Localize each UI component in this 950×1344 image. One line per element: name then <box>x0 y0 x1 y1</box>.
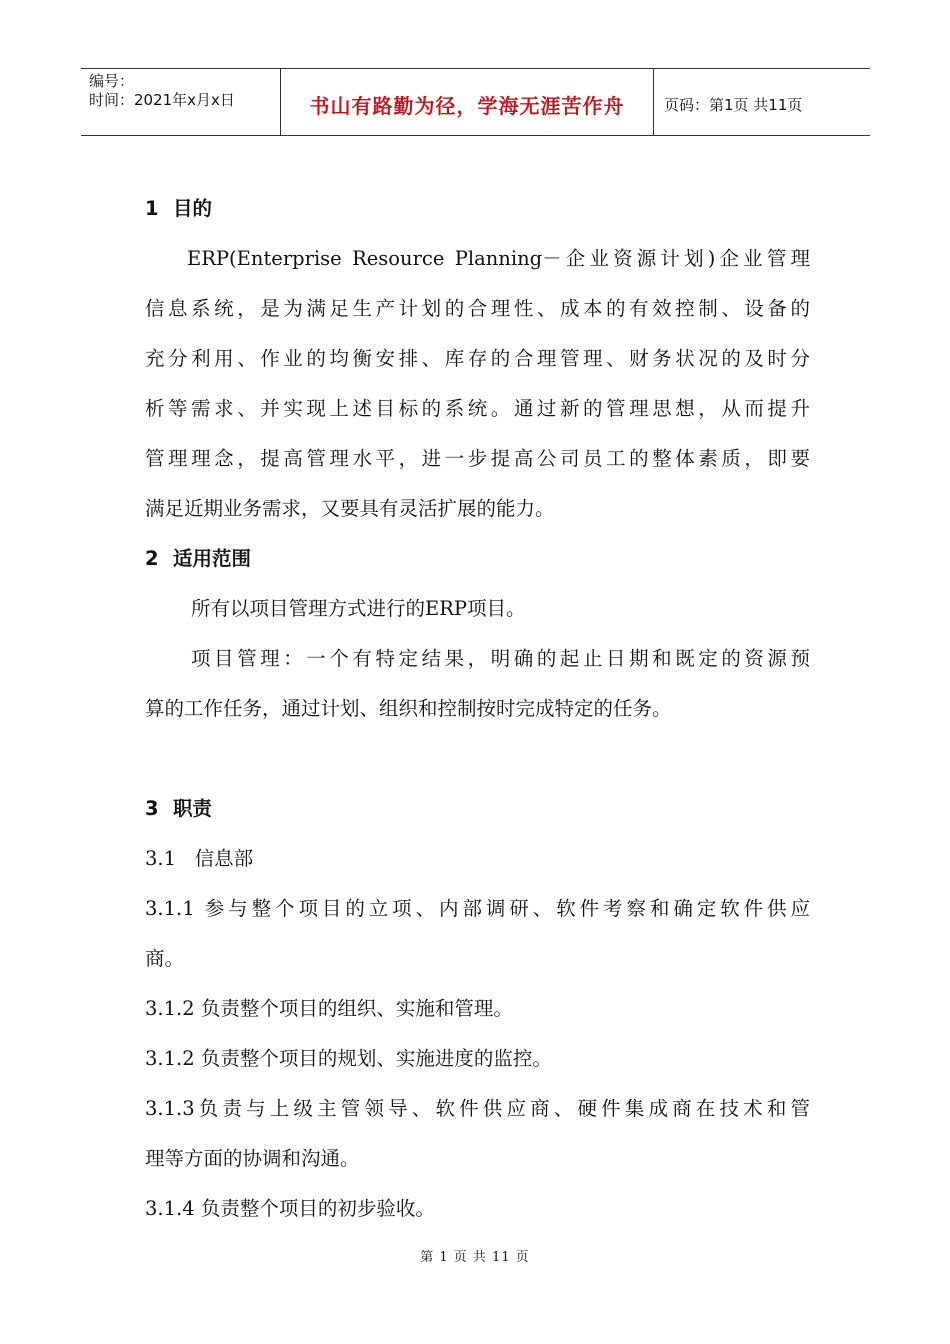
list-item: 3.1.4 负责整个项目的初步验收。 <box>145 1197 435 1220</box>
paragraph-line: 项目管理：一个有特定结果，明确的起止日期和既定的资源预 <box>191 647 810 670</box>
header-motto-cell <box>281 69 654 135</box>
section-heading-responsibilities <box>145 784 810 834</box>
paragraph-line: 析等需求、并实现上述目标的系统。通过新的管理思想，从而提升 <box>145 397 810 420</box>
list-item-continuation: 理等方面的协调和沟通。 <box>145 1147 360 1170</box>
paragraph-line: ERP(Enterprise Resource Planning－企业资源计划)企业管理 <box>187 247 810 270</box>
blank-line <box>145 734 810 784</box>
header-meta-cell <box>81 69 281 135</box>
paragraph-line: 管理理念，提高管理水平，进一步提高公司员工的整体素质，即要 <box>145 447 810 470</box>
document-body <box>145 184 810 1234</box>
section-number: 1 <box>145 197 159 220</box>
list-item-continuation: 商。 <box>145 947 185 970</box>
paragraph-line: 算的工作任务，通过计划、组织和控制按时完成特定的任务。 <box>145 697 672 720</box>
list-item: 3.1.2 负责整个项目的组织、实施和管理。 <box>145 997 513 1020</box>
section-number: 3 <box>145 797 159 820</box>
section-heading-purpose <box>145 184 810 234</box>
page-footer: 第 1 页 共 11 页 <box>420 1250 530 1265</box>
header-page-cell <box>654 69 870 135</box>
section-title: 目的 <box>173 197 213 220</box>
list-item: 3.1.1 参与整个项目的立项、内部调研、软件考察和确定软件供应 <box>145 897 810 920</box>
document-header <box>81 68 870 136</box>
section-heading-scope <box>145 534 810 584</box>
section-title: 职责 <box>173 797 213 820</box>
doc-date-label: 时间：2021年x月x日 <box>89 91 235 109</box>
paragraph-line: 所有以项目管理方式进行的ERP项目。 <box>191 597 526 620</box>
header-page-info: 页码：第1页 共11页 <box>664 95 803 114</box>
list-item: 3.1.3负责与上级主管领导、软件供应商、硬件集成商在技术和管 <box>145 1097 810 1120</box>
subsection-title: 3.1 信息部 <box>145 847 254 870</box>
list-item: 3.1.2 负责整个项目的规划、实施进度的监控。 <box>145 1047 552 1070</box>
paragraph-line: 充分利用、作业的均衡安排、库存的合理管理、财务状况的及时分 <box>145 347 810 370</box>
doc-number-label: 编号： <box>89 72 135 90</box>
section-number: 2 <box>145 547 159 570</box>
paragraph-line: 满足近期业务需求，又要具有灵活扩展的能力。 <box>145 497 555 520</box>
paragraph-line: 信息系统，是为满足生产计划的合理性、成本的有效控制、设备的 <box>145 297 810 320</box>
section-title: 适用范围 <box>173 547 252 570</box>
header-motto: 书山有路勤为径，学海无涯苦作舟 <box>309 93 625 118</box>
